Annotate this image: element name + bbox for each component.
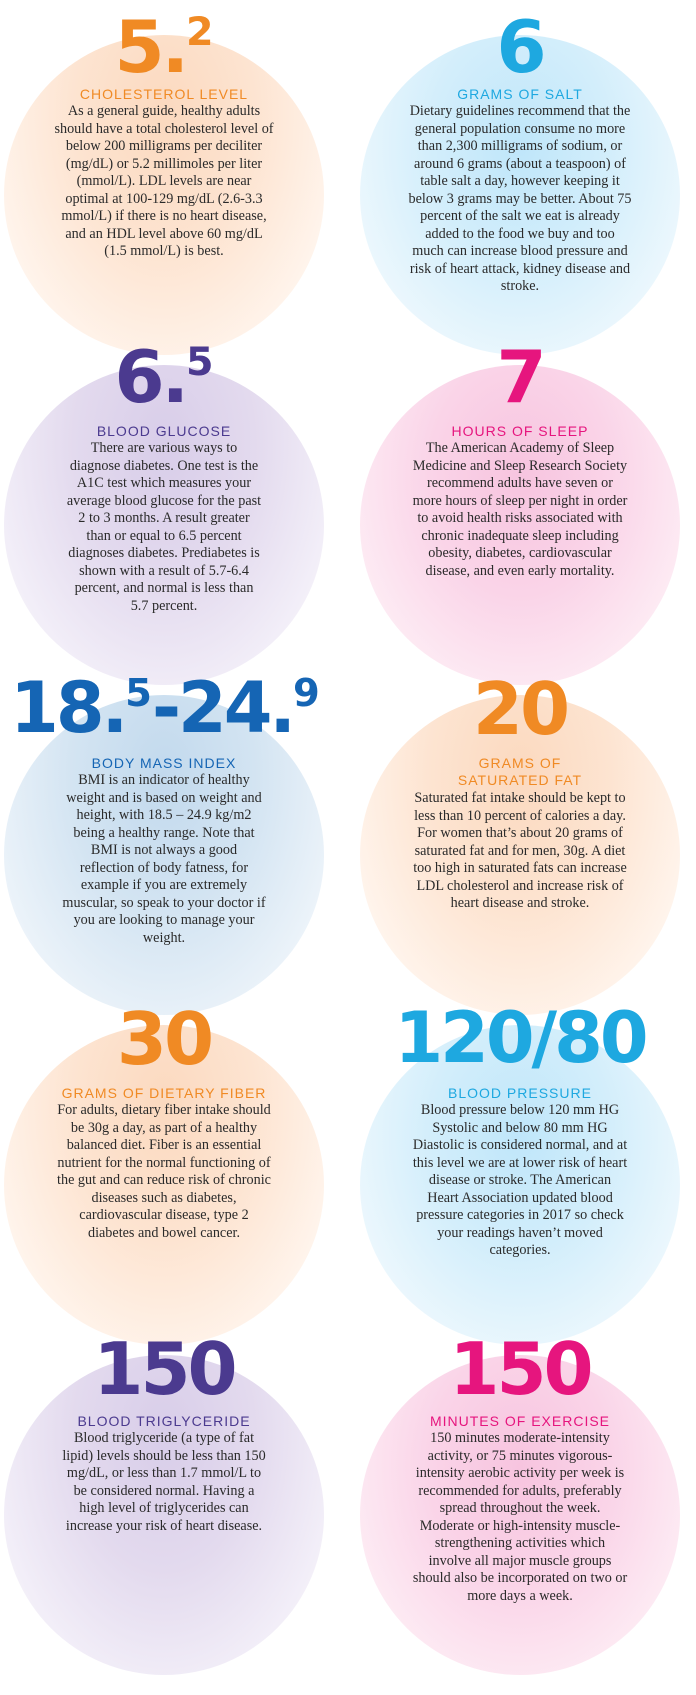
stat-label: HOURS OF SLEEP [451, 423, 589, 439]
card-blood-glucose [4, 335, 324, 685]
stat-description: BMI is an indicator of healthy weight and is based on weight and height, with 18.5 – 24.9 kg/m2 being a healthy range. Note that BMI is not always a good reflection of body fatness, for example if you are extremely muscular, so speak to your doctor if you are looking to manage your weight. [62, 772, 266, 946]
stat-label-line-2: SATURATED FAT [457, 772, 583, 788]
big-number: 20 [472, 667, 568, 751]
big-number: 18.$^5$-24.$^9$ [10, 667, 320, 749]
big-number: 150 [449, 1327, 591, 1411]
big-number: 30 [116, 997, 212, 1081]
stat-description: There are various ways to diagnose diabetes. One test is the A1C test which measures your average blood glucose for the past 2 to 3 months. A result greater than or equal to 6.5 percent diagnoses diabetes. Prediabetes is shown with a result of 5.7-6.4 percent, and normal is less than 5.7 percent. [66, 440, 262, 614]
big-number: 120/80 [394, 997, 646, 1079]
card-saturated-fat [360, 667, 680, 1015]
stat-label: GRAMS OF DIETARY FIBER [61, 1085, 267, 1101]
stat-label: GRAMS OF [478, 755, 562, 771]
stat-label: BLOOD GLUCOSE [96, 423, 232, 439]
stat-label: BODY MASS INDEX [91, 755, 237, 771]
stat-description: Blood triglyceride (a type of fat lipid) levels should be less than 150 mg/dL, or less than 1.7 mmol/L to be considered normal. Having a high level of triglycerides can increase your risk of heart disease. [62, 1430, 266, 1534]
stat-description: The American Academy of Sleep Medicine and Sleep Research Society recommend adults have seven or more hours of sleep per night in order to avoid health risks associated with chronic inadequate sleep including obesity, diabetes, cardiovascular disease, and even early mortality. [412, 440, 628, 579]
card-exercise [360, 1327, 680, 1675]
stat-description: Blood pressure below 120 mm HG Systolic and below 80 mm HG Diastolic is considered normal, and at this level we are at lower risk of heart disease or stroke. The American Heart Association updated blood pressure categories in 2017 so check your readings haven’t moved categories. [412, 1102, 628, 1258]
card-triglyceride [4, 1327, 324, 1675]
stat-label: GRAMS OF SALT [457, 86, 583, 102]
stat-label: MINUTES OF EXERCISE [429, 1413, 611, 1429]
stat-label: BLOOD TRIGLYCERIDE [77, 1413, 251, 1429]
stat-description: Saturated fat intake should be kept to less than 10 percent of calories a day. For women that’s about 20 grams of saturated fat and for men, 30g. A diet too high in saturated fats can increase LDL cholesterol and increase risk of heart disease and stroke. [413, 790, 627, 911]
stat-description: As a general guide, healthy adults should have a total cholesterol level of below 200 milligrams per deciliter (mg/dL) or 5.2 millimoles per liter (mmol/L). LDL levels are near optimal at 100-129 mg/dL (2.6-3.3 mmol/L) if there is no heart disease, and an HDL level above 60 mg/dL (1.5 mmol/L) is best. [54, 103, 274, 259]
big-number: 6 [496, 5, 544, 89]
card-salt [360, 5, 680, 355]
stat-label: BLOOD PRESSURE [448, 1085, 592, 1101]
stat-description: 150 minutes moderate-intensity activity, or 75 minutes vigorous-intensity aerobic activity per week is recommended for adults, preferably spread throughout the week. Moderate or high-intensity muscle-strengthening activities which involve all major muscle groups should also be incorporated on two or more days a week. [412, 1430, 628, 1604]
card-cholesterol [4, 5, 324, 355]
stat-label: CHOLESTEROL LEVEL [79, 86, 249, 102]
stat-description: Dietary guidelines recommend that the general population consume no more than 2,300 milligrams of sodium, or around 6 grams (about a teaspoon) of table salt a day, however keeping it below 3 grams may be better. About 75 percent of the salt we eat is already added to the food we buy and too much can increase blood pressure and risk of heart attack, kidney disease and stroke. [408, 103, 632, 294]
big-number: 7 [496, 335, 544, 419]
big-number: 150 [93, 1327, 235, 1411]
stat-description: For adults, dietary fiber intake should be 30g a day, as part of a healthy balanced diet. Fiber is an essential nutrient for the normal functioning of the gut and can reduce risk of chronic diseases such as diabetes, cardiovascular disease, type 2 diabetes and bowel cancer. [57, 1102, 271, 1241]
big-number: 6.$^5$ [114, 335, 214, 419]
card-blood-pressure [360, 997, 680, 1345]
card-body-mass-index [4, 667, 324, 1015]
card-sleep [360, 335, 680, 685]
card-dietary-fiber [4, 997, 324, 1345]
big-number: 5.$^2$ [114, 5, 214, 89]
